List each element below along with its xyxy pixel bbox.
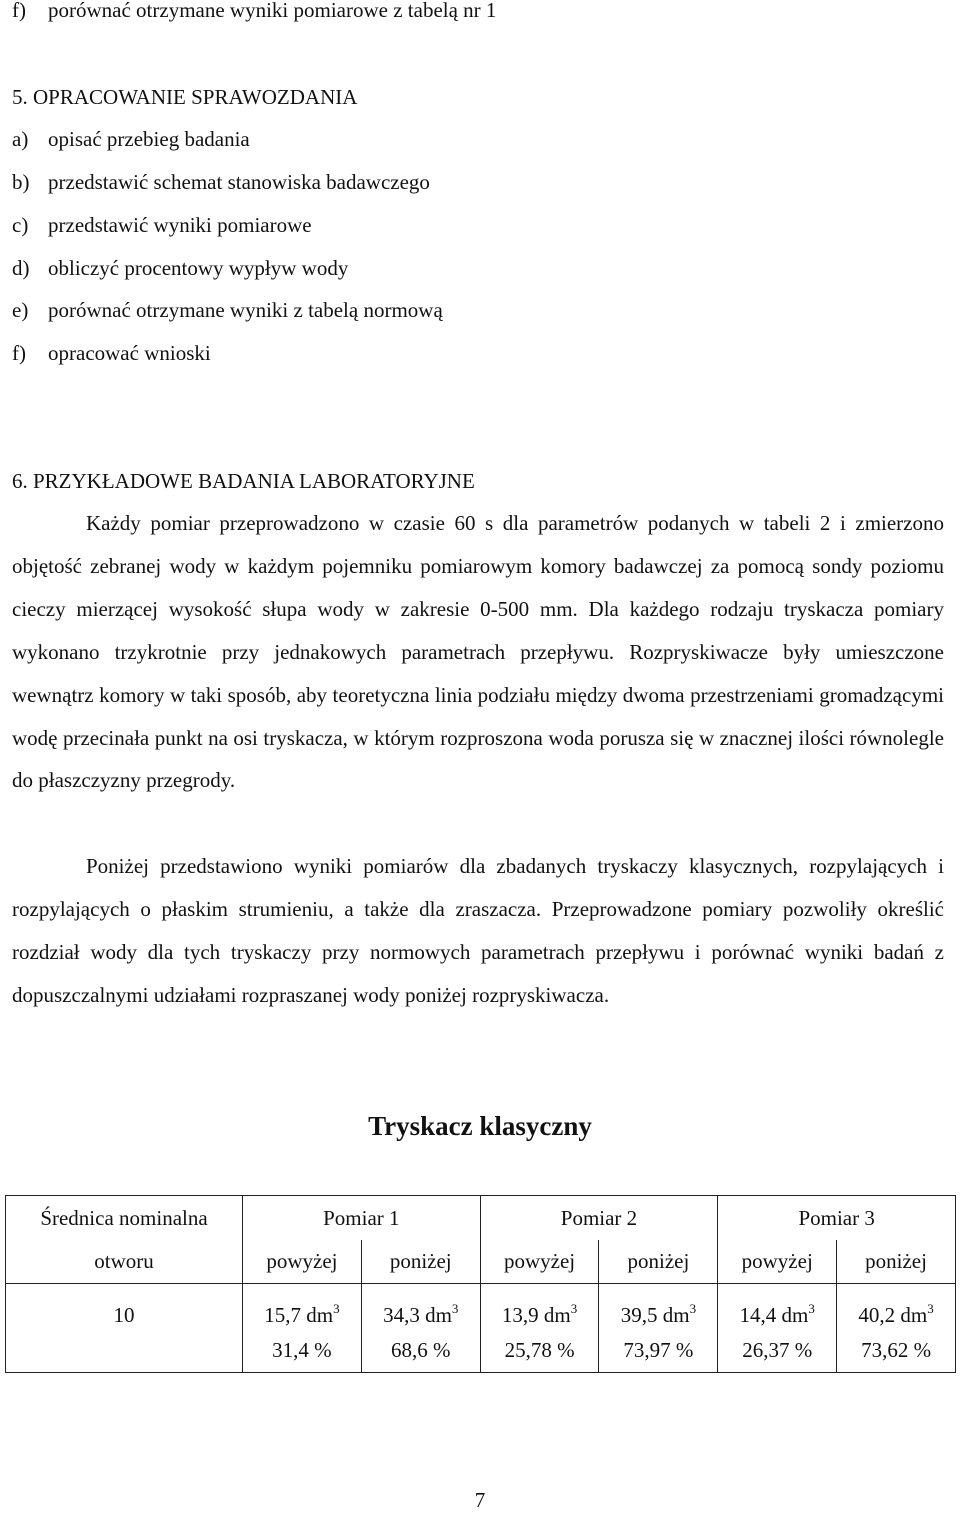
list-item-text: opracować wnioski	[48, 341, 211, 365]
section-6-heading: 6. PRZYKŁADOWE BADANIA LABORATORYJNE	[12, 469, 475, 493]
list-item	[12, 0, 496, 23]
list-item	[12, 340, 211, 366]
header-cell: Pomiar 3	[798, 1205, 875, 1230]
unit-exponent: 3	[689, 1301, 697, 1316]
list-marker: f)	[12, 341, 26, 365]
table-row	[6, 1284, 956, 1329]
list-item	[12, 126, 250, 152]
table-cell	[361, 1284, 480, 1329]
table-cell: 68,6 %	[361, 1328, 480, 1373]
header-cell: Pomiar 1	[243, 1196, 481, 1241]
list-item-text: przedstawić schemat stanowiska badawczego	[48, 170, 430, 194]
table-cell	[480, 1284, 599, 1329]
table-cell: 31,4 %	[243, 1328, 362, 1373]
volume-value: 14,4 dm	[739, 1303, 809, 1327]
subheader-cell: poniżej	[837, 1240, 956, 1284]
volume-value: 39,5 dm	[620, 1303, 690, 1327]
section-5-heading: 5. OPRACOWANIE SPRAWOZDANIA	[12, 85, 358, 109]
subheader-cell: powyżej	[243, 1240, 362, 1284]
table-header-row	[6, 1196, 956, 1241]
list-item	[12, 255, 348, 281]
unit-exponent: 3	[333, 1301, 340, 1316]
list-item-text: przedstawić wyniki pomiarowe	[48, 213, 312, 237]
list-item	[12, 169, 430, 195]
header-cell: Pomiar 2	[480, 1196, 718, 1241]
subheader-cell: powyżej	[718, 1240, 837, 1284]
unit-exponent: 3	[451, 1301, 459, 1316]
list-marker: f)	[12, 0, 26, 22]
unit-exponent: 3	[927, 1301, 934, 1316]
list-marker: e)	[12, 298, 29, 322]
table-cell: 73,62 %	[861, 1337, 932, 1362]
volume-value: 34,3 dm	[383, 1303, 452, 1327]
table-row	[6, 1328, 956, 1373]
table-cell	[243, 1284, 362, 1329]
paragraph-text: Poniżej przedstawiono wyniki pomiarów dla zbadanych tryskaczy klasycznych, rozpylających i rozpylających o płaskim strumieniu, a także dla zraszacza. Przeprowadzone pomiary pozwoliły określić rozdział wody dla tych tryskaczy przy normowych parametrach przepływu i porównać wyniki badań z dopuszczalnymi udziałami rozpraszanej wody poniżej rozpryskiwacza.	[12, 854, 944, 1007]
list-item-text: opisać przebieg badania	[48, 127, 250, 151]
list-item-text: porównać otrzymane wyniki pomiarowe z tabelą nr 1	[48, 0, 497, 22]
list-marker: d)	[12, 256, 30, 280]
table-cell	[599, 1284, 718, 1329]
paragraph	[12, 845, 944, 1017]
subheader-cell: powyżej	[480, 1240, 599, 1284]
list-marker: b)	[12, 170, 30, 194]
volume-value: 15,7 dm	[264, 1303, 334, 1327]
paragraph	[12, 502, 944, 802]
results-table	[5, 1195, 956, 1373]
table-cell	[718, 1284, 837, 1329]
table-cell: 73,97 %	[599, 1328, 718, 1373]
volume-value: 40,2 dm	[858, 1303, 928, 1327]
table-cell: 26,37 %	[718, 1328, 837, 1373]
subheader-cell: poniżej	[361, 1240, 480, 1284]
header-cell: otworu	[6, 1240, 243, 1284]
list-item	[12, 212, 312, 238]
unit-exponent: 3	[808, 1301, 815, 1316]
table-cell	[837, 1284, 956, 1329]
list-marker: a)	[12, 127, 29, 151]
list-marker: c)	[12, 213, 29, 237]
table-cell: 10	[6, 1284, 243, 1329]
paragraph-text: Każdy pomiar przeprowadzono w czasie 60 s dla parametrów podanych w tabeli 2 i zmierzono objętość zebranej wody w każdym pojemniku pomiarowym komory badawczej za pomocą sondy poziomu cieczy mierzącej wysokość słupa wody w zakresie 0-500 mm. Dla każdego rodzaju tryskacza pomiary wykonano trzykrotnie przy jednakowych parametrach przepływu. Rozpryskiwacze były umieszczone wewnątrz komory w taki sposób, aby teoretyczna linia podziału między dwoma przestrzeniami gromadzącymi wodę przecinała punkt na osi tryskacza, w którym rozproszona woda porusza się w znacznej ilości równolegle do płaszczyzny przegrody.	[12, 511, 944, 793]
list-item	[12, 297, 443, 323]
list-item-text: porównać otrzymane wyniki z tabelą normową	[48, 298, 443, 322]
page-number: 7	[474, 1488, 486, 1512]
list-item-text: obliczyć procentowy wypływ wody	[48, 256, 349, 280]
unit-exponent: 3	[570, 1301, 578, 1316]
table-title: Tryskacz klasyczny	[368, 1111, 592, 1141]
table-cell	[6, 1328, 243, 1373]
subheader-cell: poniżej	[599, 1240, 718, 1284]
table-cell: 25,78 %	[480, 1328, 599, 1373]
header-cell: Średnica nominalna	[6, 1196, 243, 1241]
volume-value: 13,9 dm	[501, 1303, 571, 1327]
table-subheader-row	[6, 1240, 956, 1284]
